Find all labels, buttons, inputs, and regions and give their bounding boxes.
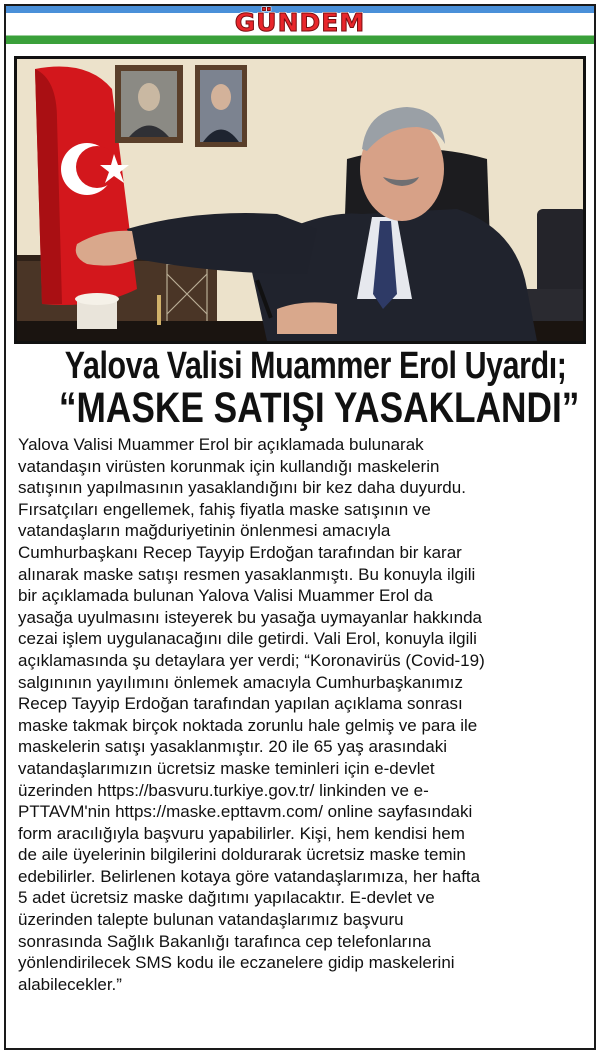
article-line: Yalova Valisi Muammer Erol bir açıklamada bulunarak — [18, 435, 424, 454]
article-line: yasağa uyulmasını isteyerek bu yasağa uymayanlar hakkında — [18, 607, 482, 627]
article-photo — [14, 56, 586, 344]
article-line: alabilecekler.” — [18, 974, 122, 994]
article-line: edebilirler. Belirlenen kotaya göre vatandaşlarımıza, her hafta — [18, 866, 481, 886]
article-line: salgınının yayılımını önlemek amacıyla Cumhurbaşkanımız — [18, 672, 464, 692]
section-header — [6, 6, 594, 44]
article-line: yönlendirilecek SMS kodu ile eczanelere gidip maskelerini — [18, 953, 455, 973]
article-line: açıklamasında şu detaylara yer verdi; “Koronavirüs (Covid-19) — [18, 650, 485, 670]
article-line: maskelerin satışı yasaklanmıştır. 20 ile 65 yaş arasındaki — [18, 737, 447, 757]
article-line: Fırsatçıları engellemek, fahiş fiyatla maske satışının ve — [18, 499, 431, 519]
article-line: alınarak maske satışı resmen yasaklanmıştı. Bu konuyla ilgili — [18, 564, 476, 584]
article-body — [18, 434, 584, 995]
article-line: vatandaşlarımızın ücretsiz maske teminleri için e-devlet — [18, 758, 435, 778]
article-line: cezai işlem uygulanacağını dile getirdi. Vali Erol, konuyla ilgili — [18, 629, 477, 649]
article-line: satışının yapılmasının yasaklandığını bir kez daha duyurdu. — [18, 478, 466, 498]
article-line: üzerinden https://basvuru.turkiye.gov.tr/ linkinden ve e- — [18, 780, 429, 800]
article-line: üzerinden talepte bulunan vatandaşlarımız başvuru — [18, 910, 404, 930]
article-line: sonrasında Sağlık Bakanlığı tarafınca cep telefonlarına — [18, 931, 431, 951]
article-line: PTTAVM'nin https://maske.epttavm.com/ online sayfasındaki — [18, 802, 473, 822]
article-line: form aracılığıyla başvuru yapabilirler. Kişi, hem kendisi hem — [18, 823, 465, 843]
article-line: Cumhurbaşkanı Recep Tayyip Erdoğan tarafından bir karar — [18, 542, 462, 562]
headline-line-1: Yalova Valisi Muammer Erol Uyardı; — [64, 345, 567, 387]
article-line: maske takmak birçok noktada zorunlu hale gelmiş ve para ile — [18, 715, 478, 735]
article-line: de aile üyelerinin bilgilerini doldurarak ücretsiz maske temin — [18, 845, 466, 865]
section-label: GÜNDEM — [234, 8, 366, 37]
newspaper-clipping — [4, 4, 596, 1050]
article-line: Recep Tayyip Erdoğan tarafından yapılan açıklama sonrası — [18, 694, 463, 714]
headline-line-2: “MASKE SATIŞI YASAKLANDI” — [58, 384, 580, 432]
article-line: bir açıklamada bulunan Yalova Valisi Muammer Erol da — [18, 586, 433, 606]
article-line: vatandaşların mağduriyetinin önlenmesi amacıyla — [18, 521, 391, 541]
article-line: 5 adet ücretsiz maske dağıtımı yapılacaktır. E-devlet ve — [18, 888, 435, 908]
article-line: vatandaşın virüsten korunmak için kullandığı maskelerin — [18, 456, 440, 476]
